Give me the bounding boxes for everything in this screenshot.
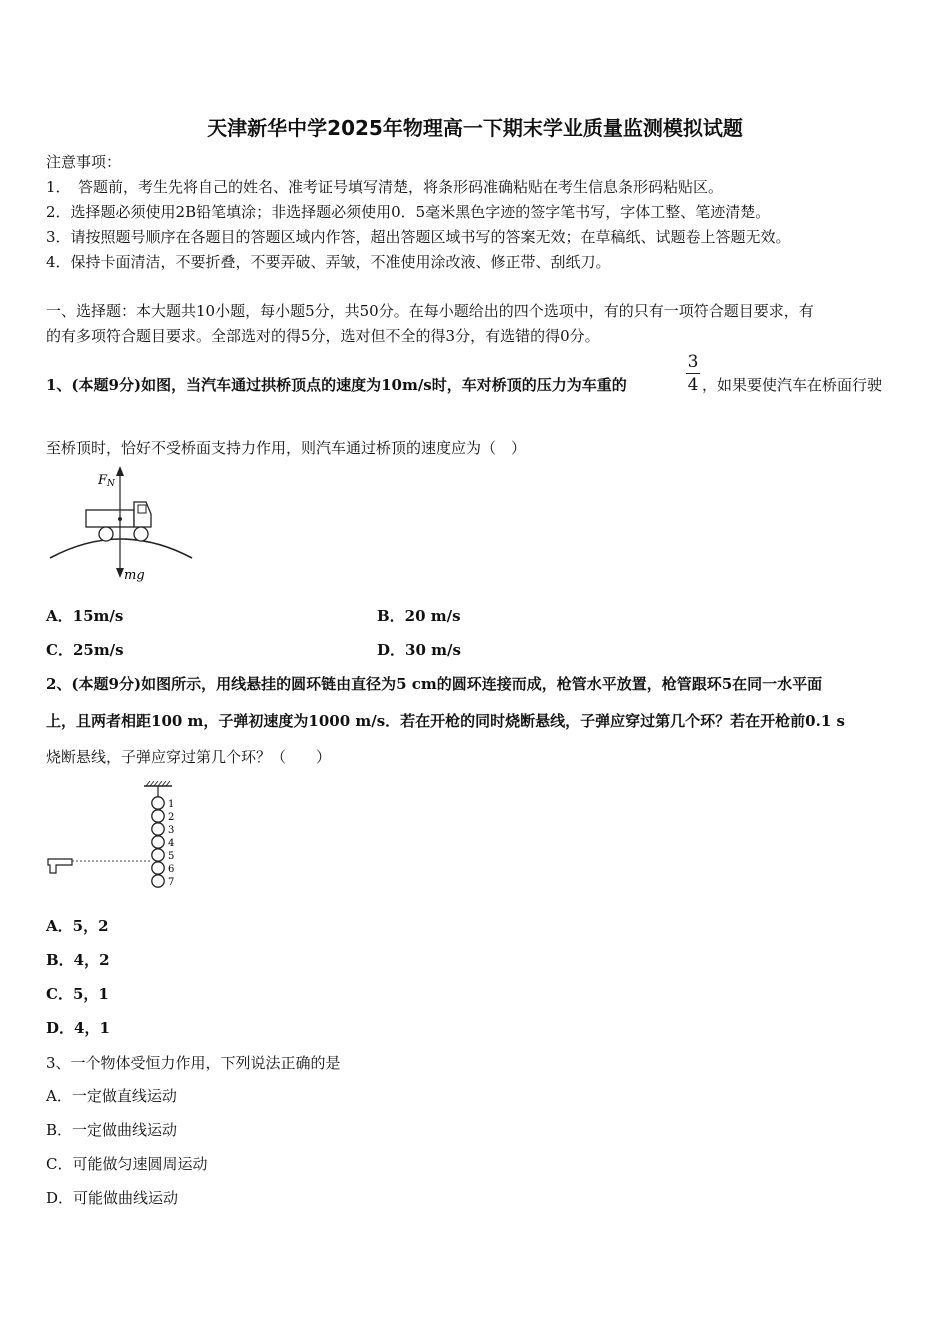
normal-force-subscript: N — [107, 479, 115, 489]
ring-label-6: 6 — [168, 864, 175, 875]
ring-6 — [152, 862, 164, 874]
ring-label-2: 2 — [168, 812, 175, 823]
truck-bed — [86, 510, 134, 527]
notice-item-3: 3．请按照题号顺序在各题目的答题区域内作答，超出答题区域书写的答案无效；在草稿纸、试题卷上答题无效。 — [46, 228, 791, 246]
ring-label-3: 3 — [168, 825, 175, 836]
q2-option-a[interactable]: A．5，2 — [46, 917, 109, 935]
q1-option-a[interactable]: A．15m/s — [46, 607, 124, 625]
gun-icon — [48, 859, 72, 873]
q1-stem-line2: 至桥顶时，恰好不受桥面支持力作用，则汽车通过桥顶的速度应为（ ） — [46, 439, 527, 457]
ring-4 — [152, 836, 164, 848]
ring-3 — [152, 823, 164, 835]
notice-item-1: 1． 答题前，考生先将自己的姓名、准考证号填写清楚，将条形码准确粘贴在考生信息条形码粘贴区。 — [46, 178, 724, 196]
ring-label-5: 5 — [168, 851, 175, 862]
q2-option-b[interactable]: B．4，2 — [46, 951, 110, 969]
normal-force-label — [97, 473, 116, 489]
ring-5 — [152, 849, 164, 861]
section-1-instructions-line2: 的有多项符合题目要求。全部选对的得5分，选对但不全的得3分，有选错的得0分。 — [46, 327, 600, 345]
truck-cab — [134, 502, 151, 527]
q1-stem-line1 — [46, 375, 627, 395]
normal-force-arrowhead — [116, 466, 124, 476]
q2-option-d[interactable]: D．4，1 — [46, 1019, 110, 1037]
ring-label-4: 4 — [168, 838, 175, 849]
q2-stem-line2: 上，且两者相距100 m，子弹初速度为1000 m/s．若在开枪的同时烧断悬线，子弹应穿过第几个环？若在开枪前0.1 s — [46, 712, 845, 730]
notice-heading: 注意事项： — [46, 153, 122, 171]
q3-option-b[interactable]: B．一定做曲线运动 — [46, 1121, 178, 1139]
q3-option-d[interactable]: D．可能做曲线运动 — [46, 1189, 179, 1207]
section-1-instructions-line1: 一、选择题：本大题共10小题，每小题5分，共50分。在每小题给出的四个选项中，有的只有一项符合题目要求，有 — [46, 302, 814, 320]
ring-7 — [152, 875, 164, 887]
ring-1 — [152, 797, 164, 809]
page-title: 天津新华中学2025年物理高一下期末学业质量监测模拟试题 — [207, 116, 743, 140]
q2-stem-line3: 烧断悬线，子弹应穿过第几个环？（ ） — [46, 748, 332, 766]
normal-force-symbol: F — [98, 473, 108, 488]
arch-bridge-curve — [50, 539, 192, 558]
ring-label-1: 1 — [168, 799, 175, 810]
q1-fraction-bar — [686, 373, 700, 374]
notice-item-2: 2．选择题必须使用2B铅笔填涂；非选择题必须使用0．5毫米黑色字迹的签字笔书写，字体工整、笔迹清楚。 — [46, 203, 771, 221]
ring-2 — [152, 810, 164, 822]
truck-rear-wheel — [99, 527, 113, 541]
q3-option-c[interactable]: C．可能做匀速圆周运动 — [46, 1155, 208, 1173]
q1-option-b[interactable]: B．20 m/s — [377, 607, 461, 625]
q1-fraction — [686, 352, 700, 395]
q2-figure-ring-chain-and-gun — [46, 780, 186, 892]
gravity-arrowhead — [116, 568, 124, 578]
q1-fraction-numerator: 3 — [687, 352, 699, 372]
q1-stem-before-fraction: 1、(本题9分)如图，当汽车通过拱桥顶点的速度为10m/s时，车对桥顶的压力为车重的 — [46, 376, 627, 394]
q1-figure-car-on-arch-bridge — [46, 462, 206, 587]
notice-item-4: 4．保持卡面清洁，不要折叠，不要弄破、弄皱，不准使用涂改液、修正带、刮纸刀。 — [46, 253, 611, 271]
q2-option-c[interactable]: C．5，1 — [46, 985, 109, 1003]
q1-stem-after-fraction: ，如果要使汽车在桥面行驶 — [702, 376, 883, 394]
truck-front-wheel — [134, 527, 148, 541]
ring-label-7: 7 — [168, 877, 175, 888]
q2-stem-line1: 2、(本题9分)如图所示，用线悬挂的圆环链由直径为5 cm的圆环连接而成，枪管水平放置，枪管跟环5在同一水平面 — [46, 675, 823, 693]
q3-stem: 3、一个物体受恒力作用，下列说法正确的是 — [46, 1054, 341, 1072]
center-of-mass-dot — [118, 517, 122, 521]
q1-option-c[interactable]: C．25m/s — [46, 641, 124, 659]
q3-option-a[interactable]: A．一定做直线运动 — [46, 1087, 177, 1105]
ceiling-hatching — [146, 781, 170, 786]
q1-option-d[interactable]: D．30 m/s — [377, 641, 461, 659]
gravity-label: mg — [124, 568, 145, 583]
q1-fraction-denominator: 4 — [687, 375, 699, 395]
